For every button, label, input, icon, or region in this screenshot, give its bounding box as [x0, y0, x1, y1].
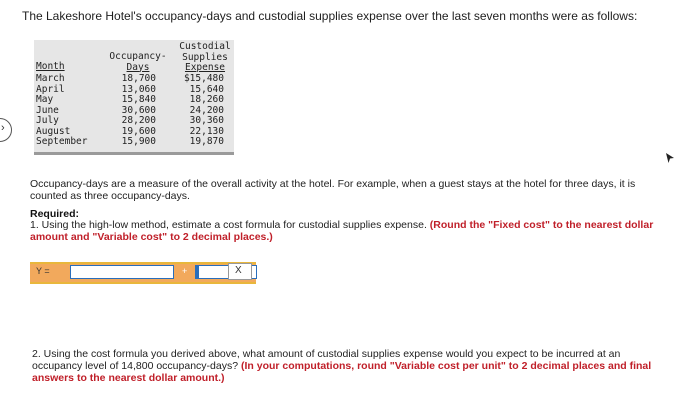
required-heading: Required:	[30, 208, 80, 220]
days-cell: 15,900	[121, 136, 156, 147]
mouse-cursor-icon	[665, 152, 675, 164]
month-cell: March	[36, 73, 65, 84]
table-row	[34, 137, 234, 148]
expense-cell: $15,480	[183, 73, 224, 84]
header-supplies	[174, 42, 236, 74]
expense-cell: 24,200	[189, 104, 224, 116]
fixed-cost-input[interactable]	[70, 265, 174, 279]
header-supplies-line1: Custodial	[179, 41, 231, 52]
table-row	[34, 74, 234, 85]
days-cell: 15,840	[121, 94, 156, 105]
days-cell: 18,700	[121, 73, 156, 84]
table-rows	[34, 74, 234, 148]
header-occupancy-line2: Days	[126, 61, 150, 73]
expense-cell: 30,360	[189, 115, 224, 126]
header-supplies-line3: Expense	[184, 62, 226, 73]
intro-text: The Lakeshore Hotel's occupancy-days and custodial supplies expense over the last seven months were as follows:	[22, 9, 638, 23]
chevron-right-icon: ›	[1, 122, 5, 134]
data-table	[34, 40, 234, 155]
requirement-1-note: (Round the "Fixed cost" to the nearest dollar amount and "Variable cost" to 2 decimal places.)	[30, 219, 654, 243]
requirement-2-note: (In your computations, round "Variable cost per unit" to 2 decimal places and final answers to the nearest dollar amount.)	[32, 360, 652, 384]
header-occupancy-line1: Occupancy-	[109, 51, 167, 62]
requirement-1-text: 1. Using the high-low method, estimate a cost formula for custodial supplies expense.	[30, 219, 427, 231]
month-cell: September	[36, 136, 88, 147]
expense-cell: 18,260	[189, 94, 224, 105]
expense-cell: 19,870	[189, 136, 224, 147]
header-month: Month	[36, 61, 65, 72]
days-cell: 30,600	[121, 104, 156, 116]
month-cell: April	[36, 83, 65, 95]
table-row	[34, 95, 234, 106]
days-cell: 19,600	[121, 125, 156, 137]
plus-sign: +	[182, 266, 188, 276]
x-variable-box	[228, 263, 252, 280]
days-cell: 13,060	[121, 83, 156, 95]
table-bottom-rule	[34, 152, 234, 155]
x-variable-label: X	[235, 265, 242, 276]
cost-formula-row	[30, 262, 256, 284]
month-cell: May	[36, 94, 54, 105]
y-equals-label: Y =	[36, 266, 50, 276]
expense-cell: 15,640	[189, 83, 224, 95]
table-row	[34, 116, 234, 127]
requirement-2-text: 2. Using the cost formula you derived above, what amount of custodial supplies expense would you expect to be incurred at an occupancy level of 14,800 occupancy-days?	[32, 348, 621, 372]
month-cell: June	[36, 104, 59, 116]
days-cell: 28,200	[121, 115, 156, 126]
header-supplies-line2: Supplies	[182, 51, 228, 63]
requirement-1	[30, 219, 660, 243]
occupancy-explanation: Occupancy-days are a measure of the overall activity at the hotel. For example, when a guest stays at the hotel for three days, it is counted as three occupancy-days.	[30, 178, 636, 202]
left-nav-circle-icon[interactable]	[0, 118, 12, 142]
expense-cell: 22,130	[189, 125, 224, 137]
month-cell: August	[36, 125, 71, 137]
month-cell: July	[36, 115, 59, 126]
header-occupancy	[104, 52, 172, 73]
requirement-2	[32, 348, 652, 384]
